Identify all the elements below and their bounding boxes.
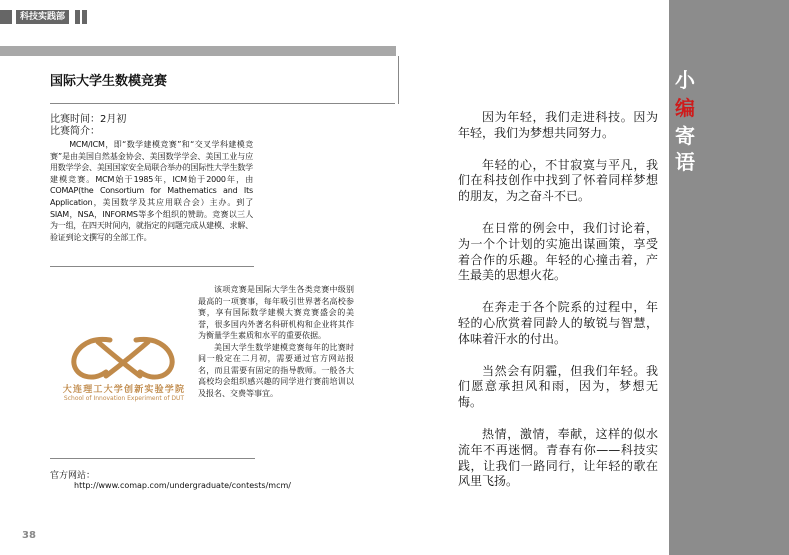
intro-text: MCM/ICM，即“数学建模竞赛”和“交叉学科建模竞赛”是由美国自然基金协会、美国数学学会、美国工业与应用数学学会、美国国家安全局联合举办的国际性大学生数学建模竞赛。MCM始于1985年，ICM始于2000年，由COMAP(the Consortium for Mathematics and Its Application，美国数学及其应用联合会）主办。到了SIAM，NSA，INFORMS等多个组织的赞助。竞赛以三人为一组，在四天时间内，就指定的问题完成从建模、求解、验证到论文撰写的全部工作。 [50, 140, 253, 242]
header-bar [82, 10, 87, 24]
website-label: 官方网站： [50, 471, 96, 481]
detail-paragraph: 美国大学生数学建模竞赛每年的比赛时间一般定在二月初，需要通过官方网站报名，而且需要有固定的指导教师。一般各大高校均会组织感兴趣的同学进行赛前培训以及报名、交费等事宜。 [198, 342, 354, 398]
detail-text [198, 284, 354, 399]
intro-label: 比赛简介： [50, 126, 100, 137]
divider [50, 103, 395, 104]
editor-paragraph: 因为年轻，我们走进科技。因为年轻，我们为梦想共同努力。 [458, 110, 658, 140]
divider [50, 266, 254, 267]
editor-paragraph: 在日常的例会中，我们讨论着，为一个个计划的实施出谋画策，享受着合作的乐趣。年轻的心撞击着，产生最美的思想火花。 [458, 220, 658, 283]
editor-paragraph: 当然会有阴霾，但我们年轻。我们愿意承担风和雨，因为，梦想无悔。 [458, 363, 658, 410]
top-band [0, 46, 396, 56]
logo-name-cn: 大连理工大学创新实验学院 [62, 385, 186, 395]
editor-message [458, 110, 658, 506]
page-number: 38 [22, 530, 36, 541]
competition-time: 比赛时间：2月初 [50, 114, 127, 125]
article-title: 国际大学生数模竞赛 [50, 74, 168, 89]
editor-heading-char: 编 [675, 96, 695, 120]
website-link[interactable]: http://www.comap.com/undergraduate/contests/mcm/ [74, 481, 291, 490]
logo-name-en: School of Innovation Experiment of DUT [63, 395, 185, 402]
editor-heading-char: 语 [675, 150, 695, 174]
editor-paragraph: 在奔走于各个院系的过程中，年轻的心欣赏着同龄人的敏锐与智慧，体味着汗水的付出。 [458, 300, 658, 346]
header-block [0, 10, 12, 24]
detail-paragraph: 该项竞赛是国际大学生各类竞赛中级别最高的一项赛事，每年吸引世界著名高校参赛，享有国际数学建模大赛竞赛盛会的美誉，很多国内外著名科研机构和企业将其作为衡量学生素质和水平的重要依据。 [198, 285, 354, 340]
editor-paragraph: 年轻的心，不甘寂寞与平凡，我们在科技创作中找到了怀着同样梦想的朋友，为之奋斗不已。 [458, 157, 658, 204]
header-bar [75, 10, 80, 24]
section-label: 科技实践部 [16, 10, 69, 24]
editor-heading-char: 寄 [675, 124, 695, 148]
editor-paragraph: 热情，激情，奉献，这样的似水流年不再迷惘。青春有你——科技实践，让我们一路同行，让年轻的歌在风里飞扬。 [458, 426, 658, 489]
vertical-rule [398, 56, 399, 104]
editor-heading-char: 小 [675, 68, 695, 92]
divider [50, 458, 255, 459]
